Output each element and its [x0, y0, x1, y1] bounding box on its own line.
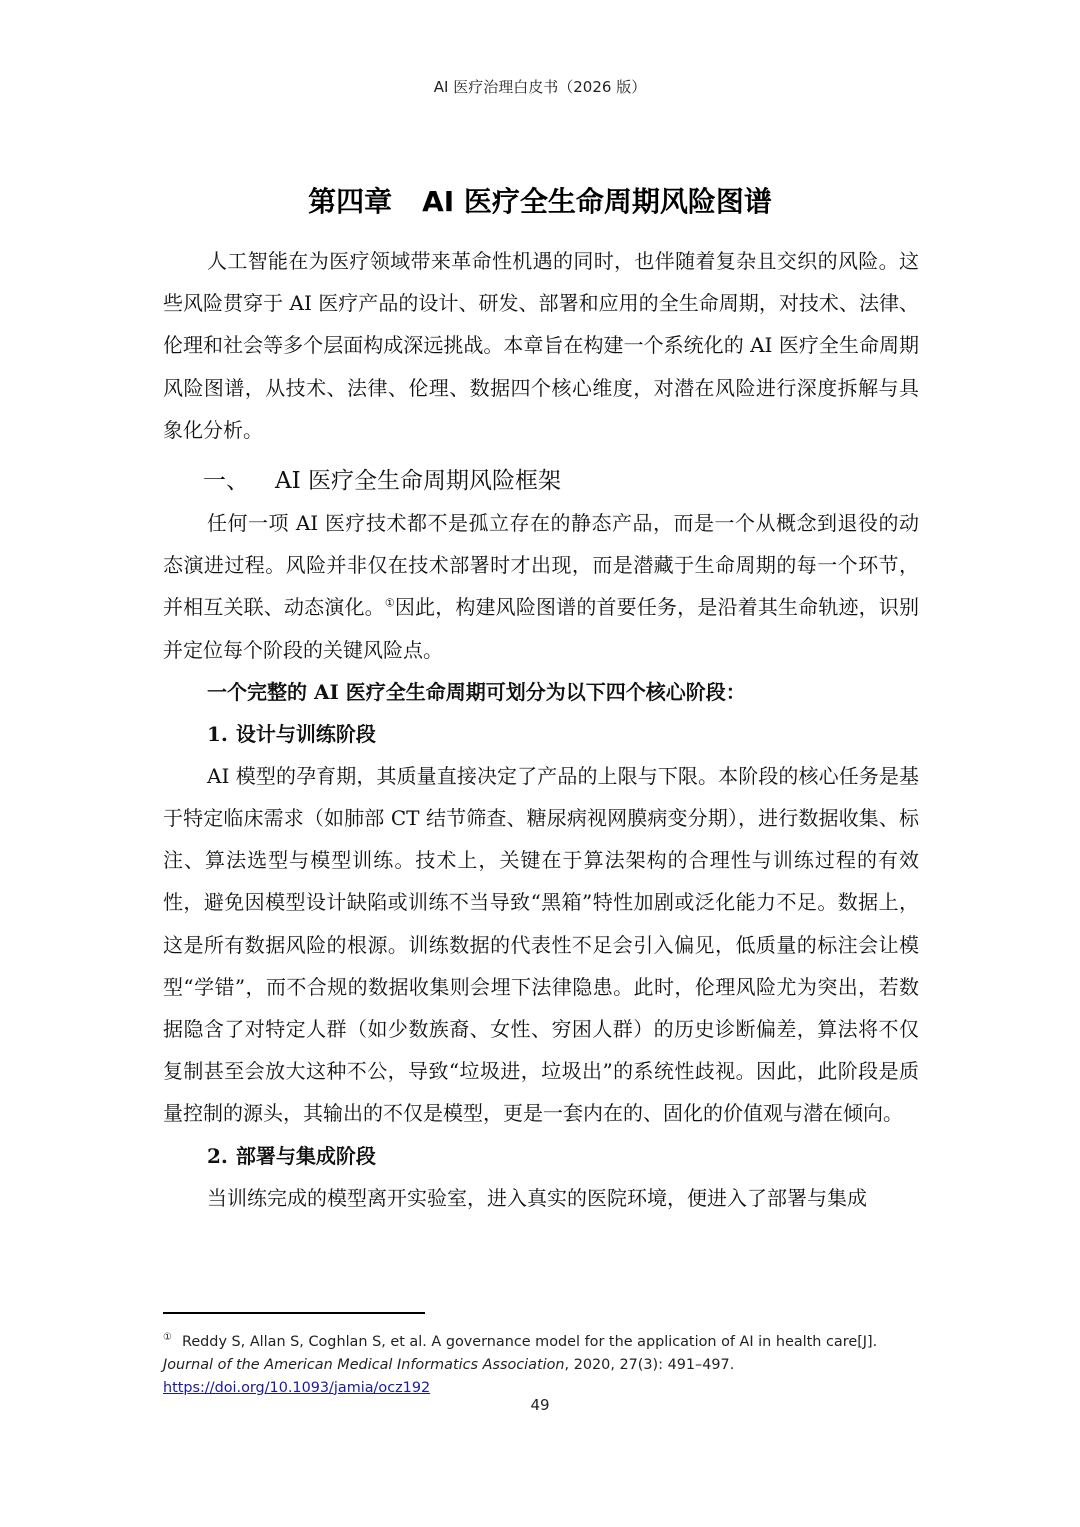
- stage1-number: 1.: [207, 721, 228, 746]
- stage1-heading: [163, 713, 919, 755]
- intro-paragraph: 人工智能在为医疗领域带来革命性机遇的同时，也伴随着复杂且交织的风险。这些风险贯穿于 AI 医疗产品的设计、研发、部署和应用的全生命周期，对技术、法律、伦理和社会等多个层面构成深远挑战。本章旨在构建一个系统化的 AI 医疗全生命周期风险图谱，从技术、法律、伦理、数据四个核心维度，对潜在风险进行深度拆解与具象化分析。: [163, 249, 919, 442]
- footnote-mark: ①: [163, 1332, 172, 1343]
- footnote-reference[interactable]: ①: [384, 596, 395, 610]
- footnote-citation: , 2020, 27(3): 491–497.: [564, 1356, 735, 1373]
- footnote: [163, 1326, 923, 1400]
- body-text: [163, 240, 919, 1219]
- stage1-title: 设计与训练阶段: [235, 721, 376, 746]
- stages-lead-in: 一个完整的 AI 医疗全生命周期可划分为以下四个核心阶段：: [207, 679, 746, 704]
- footnote-doi-link[interactable]: https://doi.org/10.1093/jamia/ocz192: [163, 1379, 431, 1396]
- footnote-text: Reddy S, Allan S, Coghlan S, et al. A governance model for the application of AI in health care[J].: [181, 1333, 878, 1350]
- stage2-heading: [163, 1135, 919, 1177]
- footnote-journal: Journal of the American Medical Informatics Association: [163, 1356, 565, 1373]
- stage1-paragraph: AI 模型的孕育期，其质量直接决定了产品的上限与下限。本阶段的核心任务是基于特定临床需求（如肺部 CT 结节筛查、糖尿病视网膜病变分期），进行数据收集、标注、算法选型与模型训练。技术上，关键在于算法架构的合理性与训练过程的有效性，避免因模型设计缺陷或训练不当导致“黑箱”特性加剧或泛化能力不足。数据上，这是所有数据风险的根源。训练数据的代表性不足会引入偏见，低质量的标注会让模型“学错”，而不合规的数据收集则会埋下法律隐患。此时，伦理风险尤为突出，若数据隐含了对特定人群（如少数族裔、女性、穷困人群）的历史诊断偏差，算法将不仅复制甚至会放大这种不公，导致“垃圾进，垃圾出”的系统性歧视。因此，此阶段是质量控制的源头，其输出的不仅是模型，更是一套内在的、固化的价值观与潜在倾向。: [163, 763, 919, 1126]
- chapter-title-text: AI 医疗全生命周期风险图谱: [422, 185, 772, 218]
- running-header: AI 医疗治理白皮书（2026 版）: [433, 78, 647, 96]
- stage2-title: 部署与集成阶段: [235, 1143, 376, 1168]
- page-number: 49: [530, 1396, 550, 1414]
- section-title: AI 医疗全生命周期风险框架: [275, 468, 562, 495]
- stage2-number: 2.: [207, 1143, 228, 1168]
- section-number: 一、: [203, 468, 249, 495]
- footnote-divider: [163, 1312, 425, 1314]
- chapter-number: 第四章: [308, 185, 393, 218]
- chapter-title: [0, 180, 1080, 220]
- section-paragraph-text-b: 因此，构建风险图谱的首要任务，是沿着其生命轨迹，识别并定位每个阶段的关键风险点。: [163, 595, 919, 662]
- stage2-paragraph: 当训练完成的模型离开实验室，进入真实的医院环境，便进入了部署与集成: [207, 1185, 867, 1210]
- section-heading: [163, 465, 919, 497]
- section-paragraph: [163, 502, 919, 671]
- section-paragraph-text-a: 任何一项 AI 医疗技术都不是孤立存在的静态产品，而是一个从概念到退役的动态演进过程。风险并非仅在技术部署时才出现，而是潜藏于生命周期的每一个环节，并相互关联、动态演化。: [163, 511, 919, 620]
